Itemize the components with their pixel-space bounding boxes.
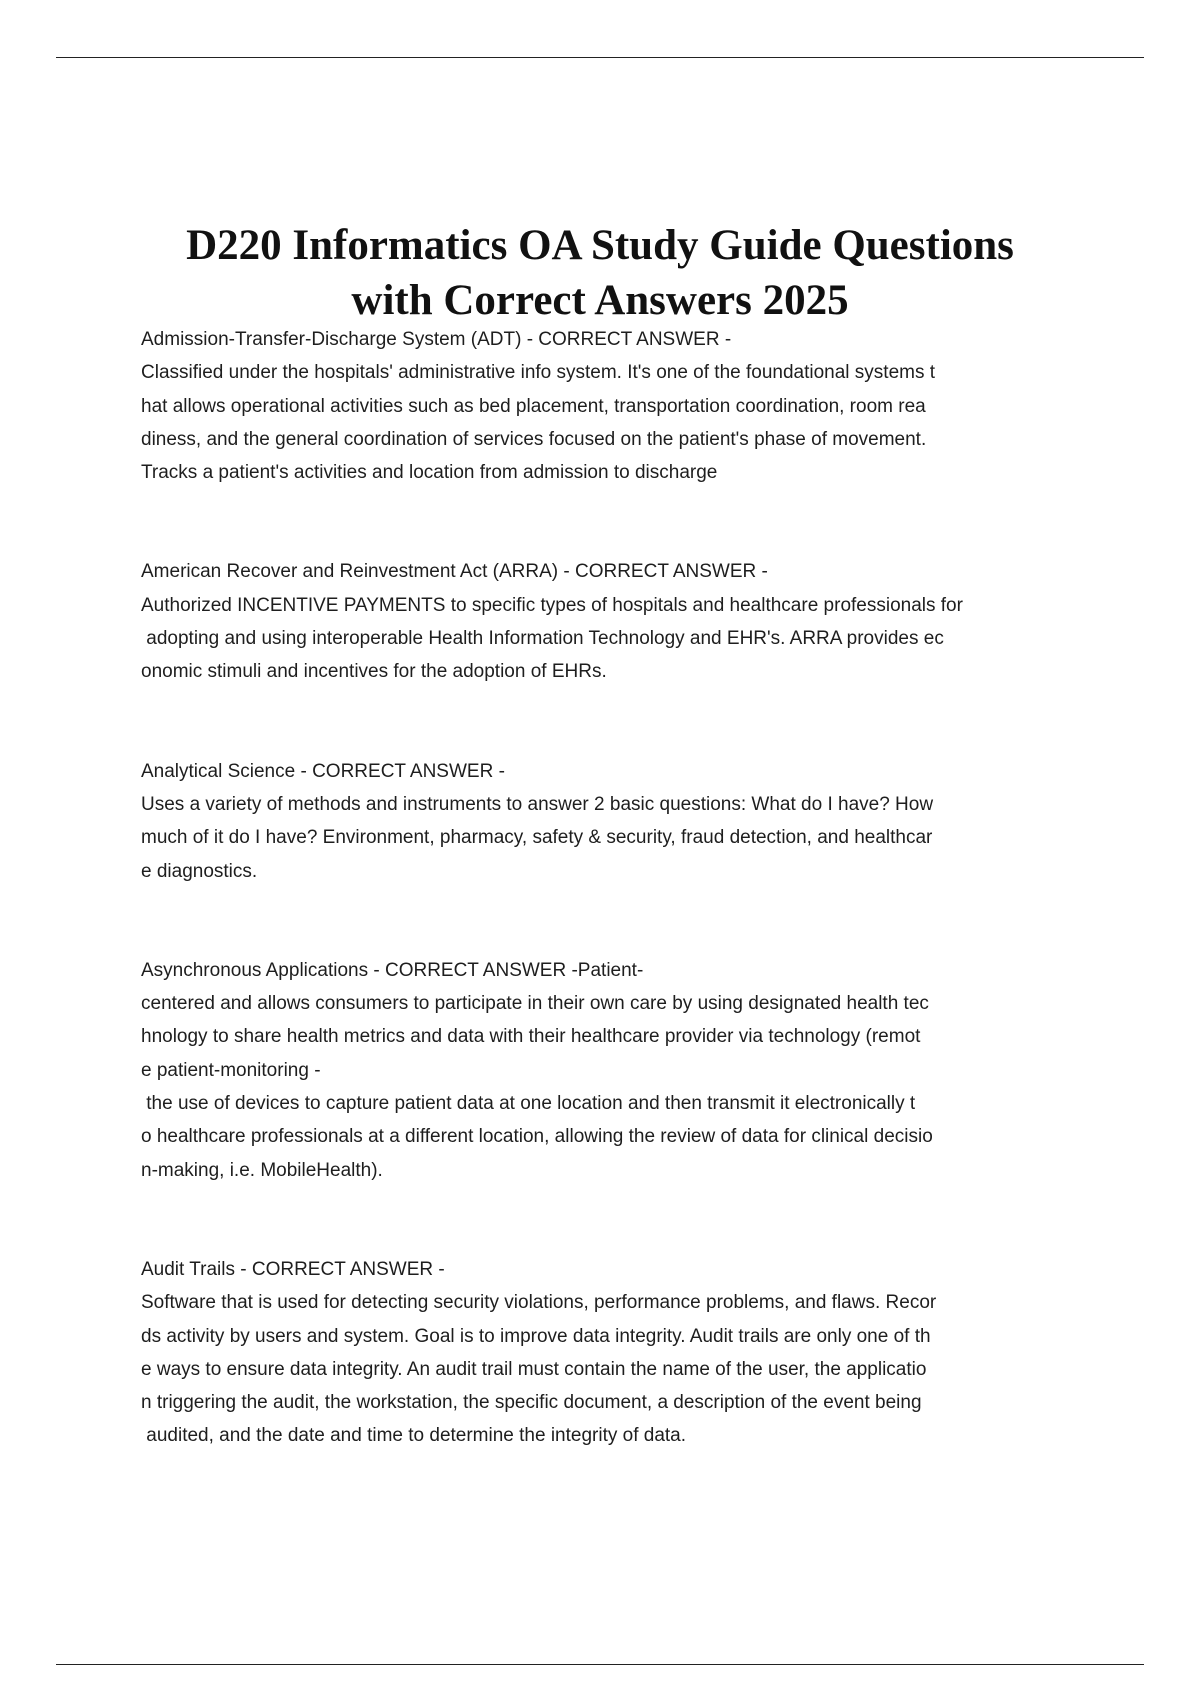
entry-text-line: audited, and the date and time to determine the integrity of data. (141, 1425, 687, 1447)
title-line-1: D220 Informatics OA Study Guide Questions (186, 222, 1014, 269)
entry-term: Analytical Science - CORRECT ANSWER - (141, 760, 505, 782)
entry-term: American Recover and Reinvestment Act (ARRA) - CORRECT ANSWER - (141, 561, 768, 583)
entry-text-line: hat allows operational activities such as bed placement, transportation coordination, room rea (141, 395, 926, 417)
entry-text-line: Uses a variety of methods and instruments to answer 2 basic questions: What do I have? How (141, 793, 934, 815)
entry-text-line: Authorized INCENTIVE PAYMENTS to specific types of hospitals and healthcare professionals for (141, 594, 963, 616)
entry-adt (141, 323, 1071, 489)
entry-text-line: diness, and the general coordination of services focused on the patient's phase of movement. (141, 428, 927, 450)
entry-text-line: e patient-monitoring - (141, 1059, 321, 1081)
entry-text-line: e ways to ensure data integrity. An audit trail must contain the name of the user, the applicatio (141, 1358, 927, 1380)
entry-analytical-science (141, 755, 1071, 888)
title-line-2: with Correct Answers 2025 (351, 277, 849, 324)
entry-text-line: n triggering the audit, the workstation, the specific document, a description of the event being (141, 1392, 922, 1414)
entry-text-line: Software that is used for detecting security violations, performance problems, and flaws. Recor (141, 1292, 937, 1314)
entry-text-line: ds activity by users and system. Goal is to improve data integrity. Audit trails are only one of th (141, 1325, 931, 1347)
entry-text-line: hnology to share health metrics and data with their healthcare provider via technology (remot (141, 1026, 921, 1048)
entry-audit-trails (141, 1253, 1071, 1453)
entry-text-line: Tracks a patient's activities and location from admission to discharge (141, 462, 718, 484)
entry-text-line: adopting and using interoperable Health Information Technology and EHR's. ARRA provides ec (141, 628, 944, 650)
entry-text-line: o healthcare professionals at a different location, allowing the review of data for clinical decisio (141, 1126, 933, 1148)
entry-asynchronous-applications (141, 954, 1071, 1187)
entry-text-line: centered and allows consumers to participate in their own care by using designated health tec (141, 993, 929, 1015)
entry-term: Admission-Transfer-Discharge System (ADT) - CORRECT ANSWER - (141, 329, 732, 350)
entry-text-line: the use of devices to capture patient data at one location and then transmit it electronically t (141, 1093, 916, 1115)
entry-text-line: n-making, i.e. MobileHealth). (141, 1159, 383, 1181)
document-title (100, 218, 1100, 328)
header-rule (56, 57, 1144, 58)
entry-text-line: onomic stimuli and incentives for the adoption of EHRs. (141, 661, 607, 683)
entry-text-line: Classified under the hospitals' administrative info system. It's one of the foundational systems t (141, 362, 936, 384)
entry-text-line: e diagnostics. (141, 860, 258, 882)
entry-text-line: much of it do I have? Environment, pharmacy, safety & security, fraud detection, and healthcar (141, 827, 933, 849)
footer-rule (56, 1664, 1144, 1665)
entry-term: Asynchronous Applications - CORRECT ANSWER -Patient- (141, 959, 644, 981)
entry-term: Audit Trails - CORRECT ANSWER - (141, 1258, 445, 1280)
entry-arra (141, 555, 1071, 688)
study-guide-content (141, 323, 1071, 1519)
